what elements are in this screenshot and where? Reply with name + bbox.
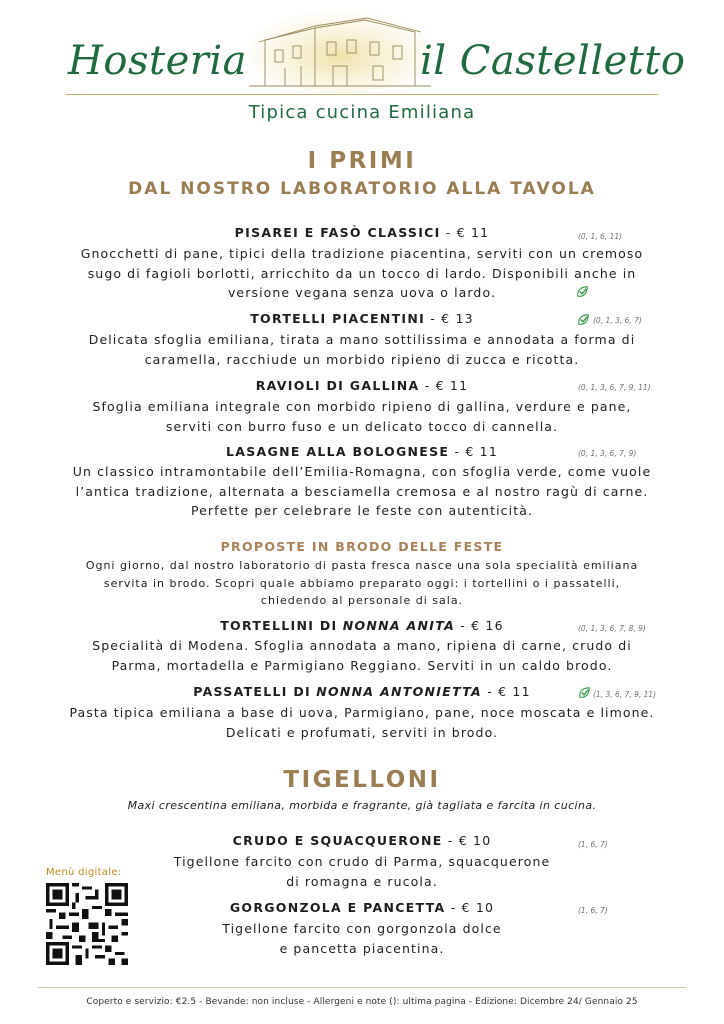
dish-name: TORTELLI PIACENTINI	[250, 311, 426, 326]
desc-line: caramella, racchiude un morbido ripieno di zucca e ricotta.	[144, 351, 580, 367]
allergen-codes: (1, 3, 6, 7, 9, 11)	[593, 690, 657, 699]
section-title-primi: I PRIMI	[307, 148, 417, 174]
brodo-intro	[0, 557, 724, 610]
allergen-codes: (0, 1, 3, 6, 7, 9)	[578, 449, 637, 458]
section-title-tigelloni: TIGELLONI	[283, 767, 441, 793]
dish-name: TORTELLINI DI	[220, 618, 338, 633]
allergen-codes: (0, 1, 3, 6, 7, 8, 9)	[578, 624, 646, 633]
header-divider	[66, 94, 658, 95]
dish-title: PISAREI E FASÒ CLASSICI - € 11	[234, 225, 490, 240]
hosteria-building-sketch	[245, 6, 435, 94]
dish-title: TORTELLINI DI NONNA ANITA - € 16	[220, 618, 504, 633]
dish-name: RAVIOLI DI GALLINA	[255, 378, 420, 393]
dish-price: € 10	[461, 900, 495, 915]
dish-name-italic: NONNA ANTONIETTA	[316, 684, 483, 699]
dish-name: CRUDO E SQUACQUERONE	[232, 833, 443, 848]
vegan-option-icon	[576, 312, 591, 327]
dish-name: LASAGNE ALLA BOLOGNESE	[226, 444, 450, 459]
brodo-intro-line: Ogni giorno, dal nostro laboratorio di pasta fresca nasce una sola specialità emiliana	[85, 559, 639, 572]
section-subtitle-primi: DAL NOSTRO LABORATORIO ALLA TAVOLA	[128, 179, 596, 199]
dish-name-italic: NONNA ANITA	[342, 618, 456, 633]
brodo-intro-line: chiedendo al personale di sala.	[260, 594, 464, 607]
desc-line: Gnocchetti di pane, tipici della tradizione piacentina, serviti con un cremoso	[80, 246, 644, 261]
desc-line: Specialità di Modena. Sfoglia annodata a mano, ripiena di carne, crudo di	[92, 638, 632, 653]
qr-code[interactable]	[46, 883, 128, 965]
allergen-codes: (1, 6, 7)	[578, 906, 608, 915]
dish-title: RAVIOLI DI GALLINA - € 11	[255, 378, 469, 393]
dish-title: TORTELLI PIACENTINI - € 13	[250, 311, 474, 326]
dish-description	[0, 636, 724, 675]
brodo-intro-line: servita in brodo. Scopri quale abbiamo preparato oggi: i tortellini o i passatelli,	[103, 576, 621, 590]
desc-line: Tigellone farcito con crudo di Parma, squacquerone	[173, 854, 551, 869]
dish-price: € 11	[456, 225, 490, 240]
brodo-section-title: PROPOSTE IN BRODO DELLE FESTE	[220, 539, 504, 554]
desc-line: l’antica tradizione, alternata a besciamella cremosa e al nostro ragù di carne.	[75, 483, 649, 499]
dish-description	[0, 244, 724, 303]
dish-title: PASSATELLI DI NONNA ANTONIETTA - € 11	[193, 684, 531, 699]
tagline: Tipica cucina Emiliana	[248, 102, 476, 123]
allergen-codes: (0, 1, 3, 6, 7)	[593, 316, 642, 325]
desc-line: Tigellone farcito con gorgonzola dolce	[222, 921, 502, 936]
dish-description	[0, 397, 724, 436]
section-subtitle-tigelloni: Maxi crescentina emiliana, morbida e fragrante, già tagliata e farcita in cucina.	[127, 799, 597, 812]
desc-line: di romagna e rucola.	[286, 873, 438, 889]
dish-price: € 11	[498, 684, 531, 699]
desc-line: Pasta tipica emiliana a base di uova, Parmigiano, pane, noce moscata e limone.	[69, 705, 655, 720]
footer-divider	[38, 987, 686, 988]
dish-description	[0, 330, 724, 369]
dish-name: PISAREI E FASÒ CLASSICI	[234, 225, 441, 240]
dish-description	[0, 703, 724, 742]
dish-price: € 16	[471, 618, 504, 633]
desc-line: sugo di fagioli borlotti, arricchito da un tocco di lardo. Disponibili anche in	[87, 265, 637, 281]
brand-name-right: il Castelletto	[420, 38, 686, 84]
desc-line: versione vegana senza uova o lardo.	[227, 285, 497, 300]
dish-title: GORGONZOLA E PANCETTA - € 10	[229, 900, 495, 915]
dish-price: € 11	[435, 378, 469, 393]
desc-line: Parma, mortadella e Parmigiano Reggiano. Serviti in un caldo brodo.	[111, 657, 613, 673]
dish-name: PASSATELLI DI	[193, 684, 312, 699]
footer-note: Coperto e servizio: €2.5 - Bevande: non incluse - Allergeni e note (): ultima pagina - Edizione: Dicembre 24/ Gennaio 25	[86, 997, 638, 1007]
desc-line: Delicati e profumati, serviti in brodo.	[225, 724, 499, 740]
allergen-codes: (0, 1, 6, 11)	[578, 232, 623, 241]
desc-line: Un classico intramontabile dell’Emilia-Romagna, con sfoglia verde, come vuole	[72, 464, 652, 479]
desc-line: Sfoglia emiliana integrale con morbido ripieno di gallina, verdure e pane,	[92, 399, 632, 414]
allergen-codes: (0, 1, 3, 6, 7, 9, 11)	[578, 383, 651, 392]
desc-line: Delicata sfoglia emiliana, tirata a mano sottilissima e annodata a forma di	[88, 332, 636, 347]
dish-price: € 13	[441, 311, 474, 326]
dish-title: CRUDO E SQUACQUERONE - € 10	[232, 833, 492, 848]
dish-price: € 11	[465, 444, 498, 459]
brand-name-left: Hosteria	[68, 38, 247, 84]
vegan-option-icon	[577, 685, 592, 700]
dish-price: € 10	[458, 833, 492, 848]
vegan-option-icon	[575, 284, 590, 299]
allergen-codes: (1, 6, 7)	[578, 840, 608, 849]
dish-description	[0, 462, 724, 521]
qr-label: Menù digitale:	[46, 867, 122, 878]
desc-line: Perfette per celebrare le feste con autenticità.	[190, 503, 534, 518]
dish-title: LASAGNE ALLA BOLOGNESE - € 11	[226, 444, 498, 459]
desc-line: serviti con burro fuso e un delicato tocco di cannella.	[165, 418, 559, 434]
desc-line: e pancetta piacentina.	[279, 940, 445, 956]
dish-name: GORGONZOLA E PANCETTA	[229, 900, 446, 915]
